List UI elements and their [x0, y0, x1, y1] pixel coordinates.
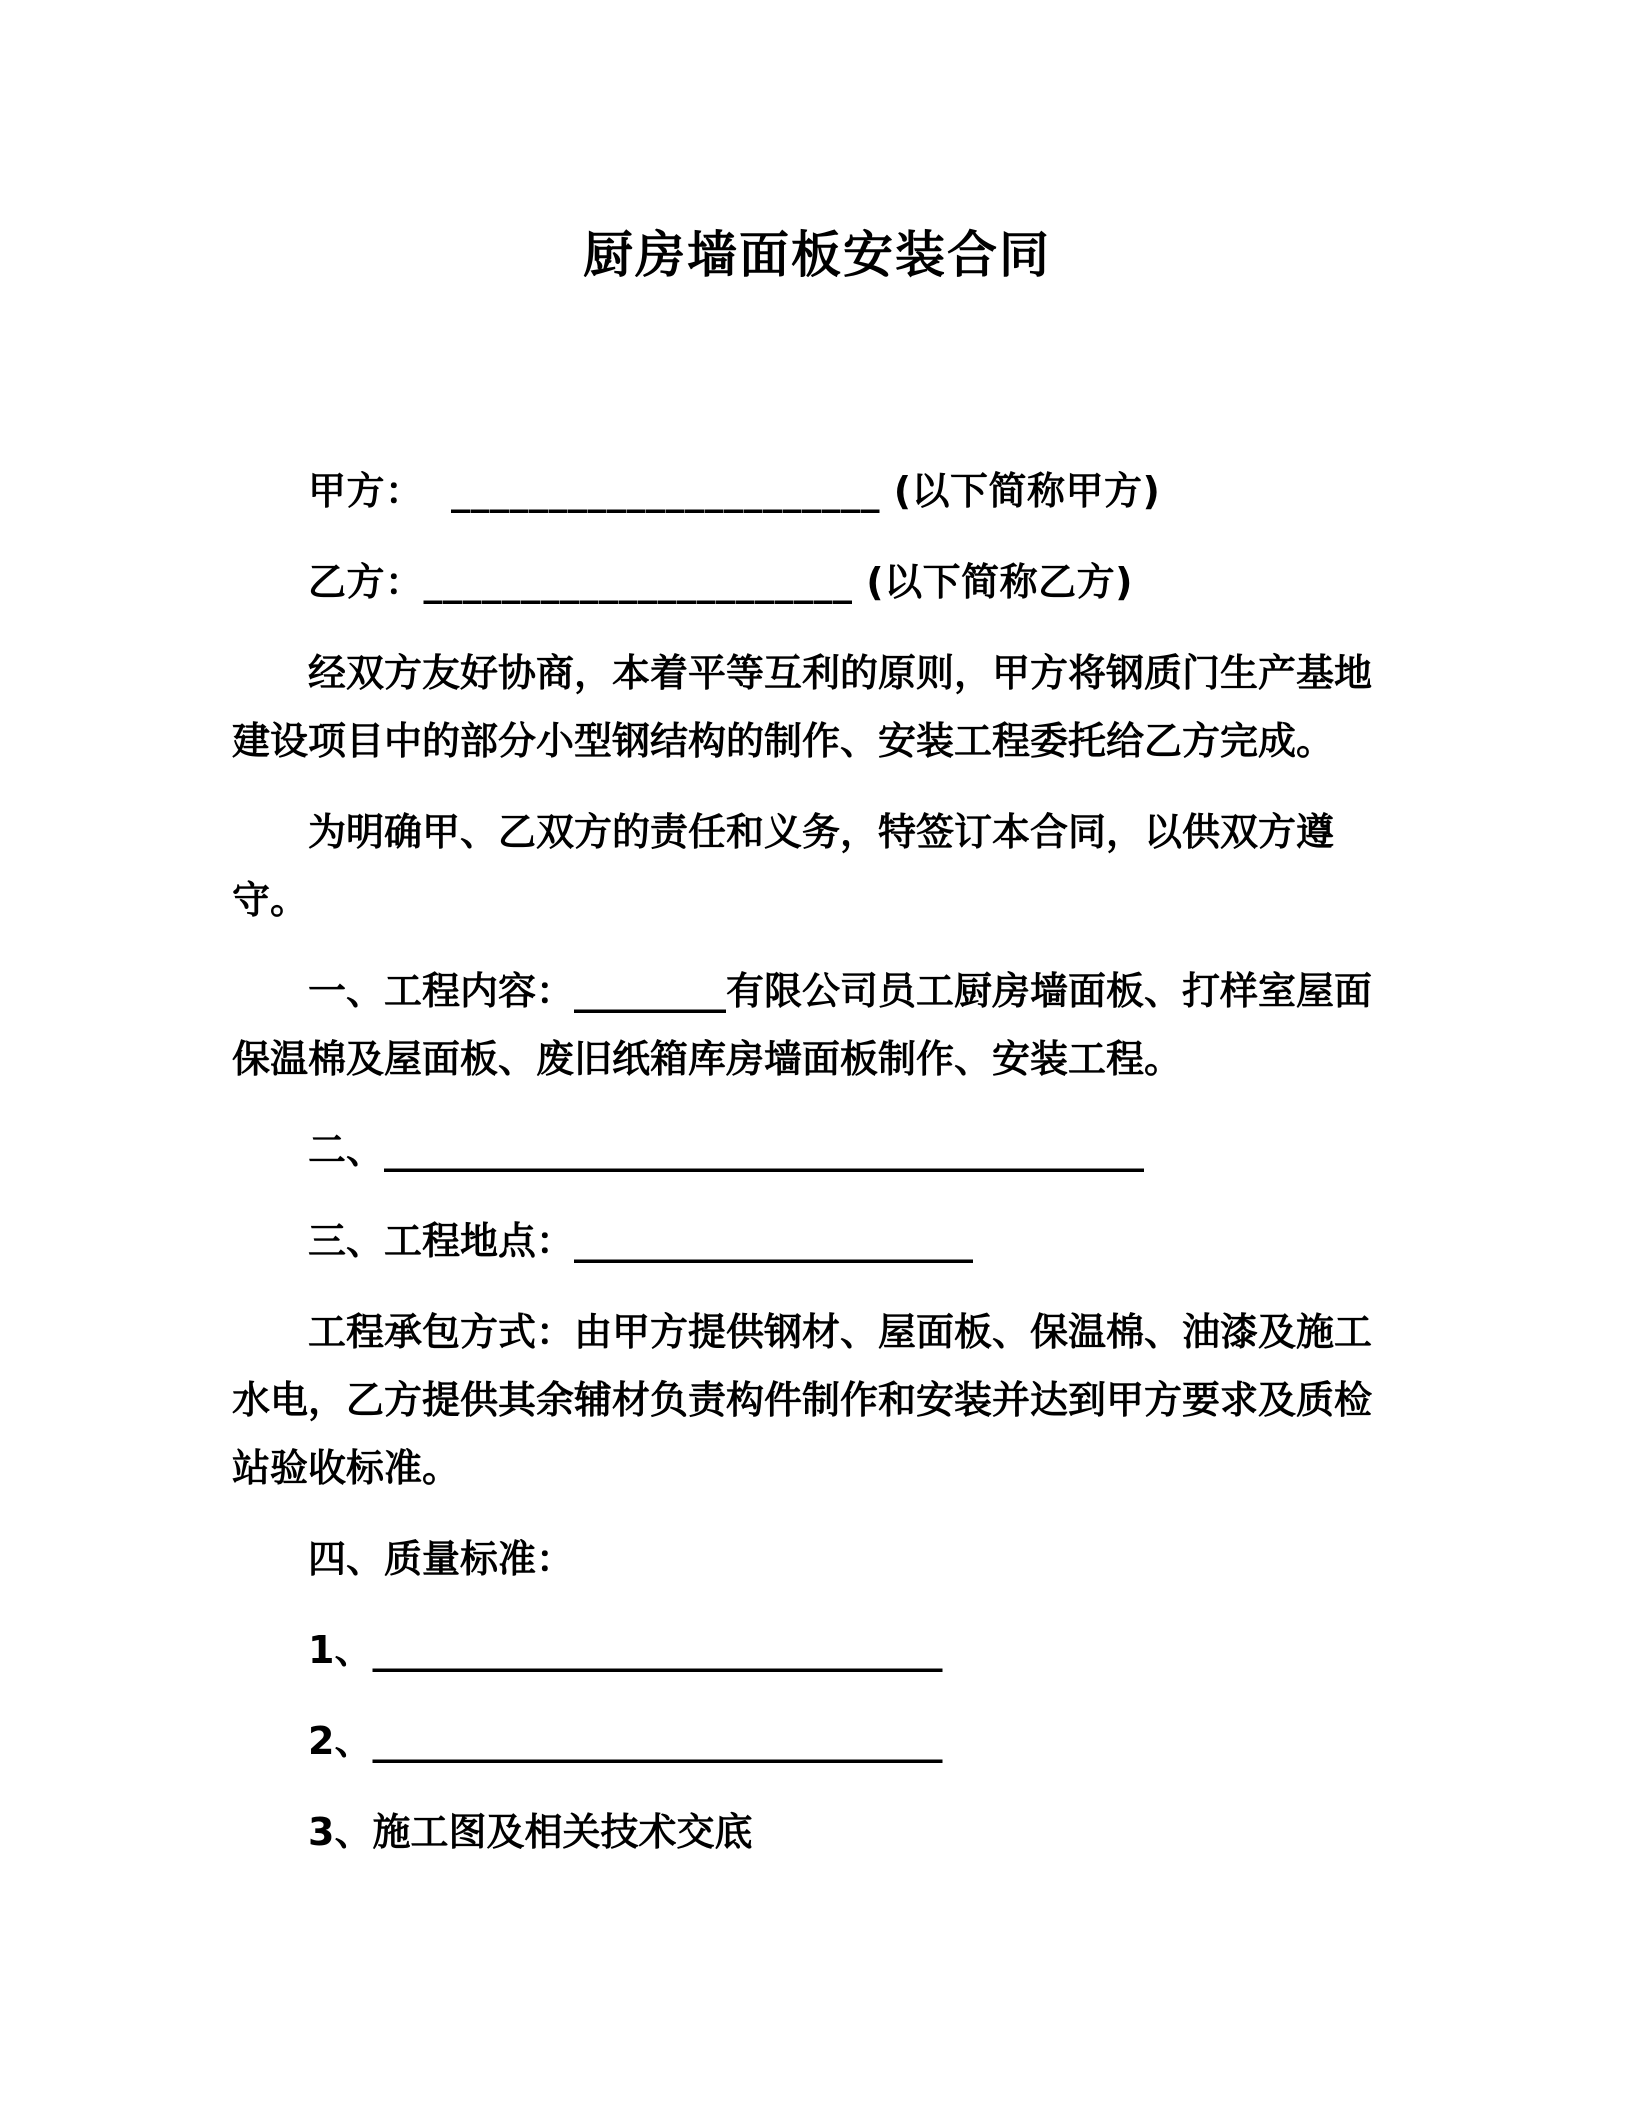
paragraph-party-a: 甲方： ______________________ (以下简称甲方) — [308, 469, 1161, 513]
document-title: 厨房墙面板安装合同 — [583, 226, 1051, 284]
clause-3-project-location: 三、工程地点：_____________________ — [308, 1219, 974, 1263]
paragraph-contracting-method: 工程承包方式：由甲方提供钢材、屋面板、保温棉、油漆及施工水电，乙方提供其余辅材负责构件制作和安装并达到甲方要求及质检站验收标准。 — [232, 1310, 1373, 1490]
paragraph-intro: 经双方友好协商，本着平等互利的原则，甲方将钢质门生产基地建设项目中的部分小型钢结构的制作、安装工程委托给乙方完成。 — [232, 651, 1373, 763]
clause-2-blank-line: 二、________________________________________ — [308, 1128, 1145, 1172]
clause-4-quality-standard-heading: 四、质量标准： — [308, 1537, 575, 1581]
paragraph-purpose: 为明确甲、乙双方的责任和义务，特签订本合同，以供双方遵守。 — [232, 810, 1335, 922]
clause-1-project-content: 一、工程内容：________有限公司员工厨房墙面板、打样室屋面保温棉及屋面板、废旧纸箱库房墙面板制作、安装工程。 — [232, 969, 1373, 1081]
paragraph-party-b: 乙方：______________________ (以下简称乙方) — [308, 560, 1133, 604]
quality-item-3-construction-drawings: 3、施工图及相关技术交底 — [308, 1810, 753, 1854]
quality-item-1-blank-line: 1、______________________________ — [308, 1628, 943, 1672]
quality-item-2-blank-line: 2、______________________________ — [308, 1719, 943, 1763]
